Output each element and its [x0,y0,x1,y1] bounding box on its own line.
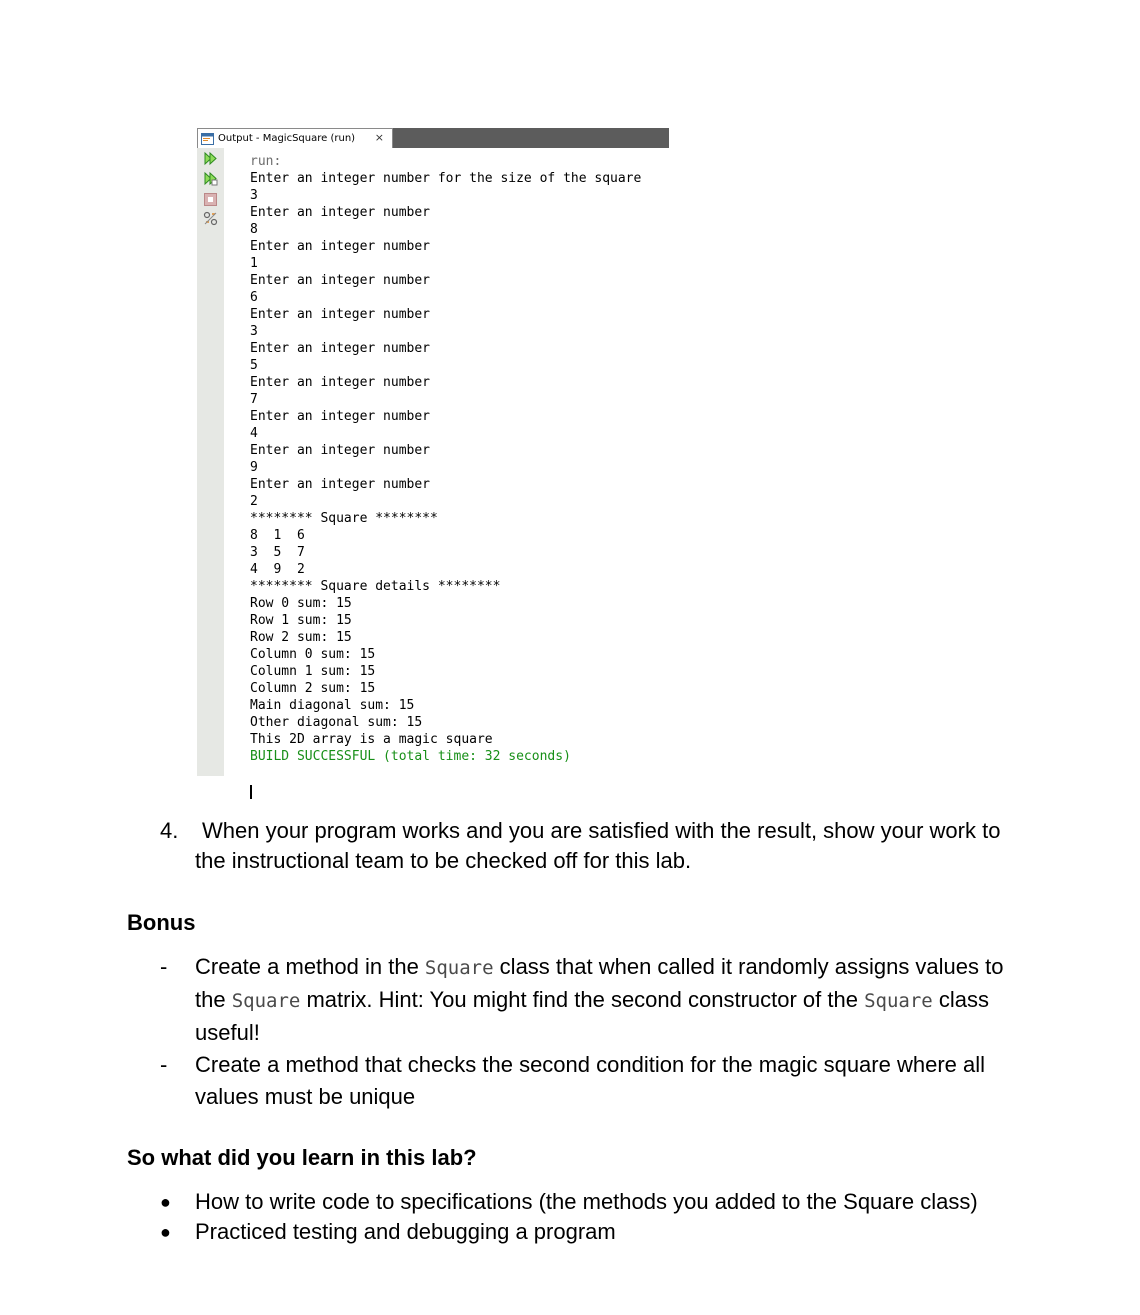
console-line: Enter an integer number [250,341,431,356]
console-line: 3 5 7 [250,545,305,560]
console-line: Other diagonal sum: 15 [250,715,423,730]
text-caret [250,785,252,799]
console-line: 2 [250,494,258,509]
console-line: 8 [250,222,258,237]
console-line: 3 [250,188,258,203]
rerun-with-args-icon[interactable] [203,171,218,186]
console-line: 5 [250,358,258,373]
console-line: 7 [250,392,258,407]
learned-item-2-text: Practiced testing and debugging a program [195,1219,616,1244]
console-line: Enter an integer number [250,273,431,288]
console-line: Row 0 sum: 15 [250,596,352,611]
console-line: 3 [250,324,258,339]
output-window-icon [201,133,214,145]
console-line: Enter an integer number [250,375,431,390]
output-window [197,128,669,776]
console-line: Row 1 sum: 15 [250,613,352,628]
rerun-icon[interactable] [203,151,218,166]
text-run: Create a method in the [195,954,425,979]
round-bullet: ● [160,1222,171,1242]
console-line: 4 9 2 [250,562,305,577]
round-bullet: ● [160,1192,171,1212]
console-line: Column 1 sum: 15 [250,664,376,679]
bonus-item-2-text: Create a method that checks the second condition for the magic square where all values must be unique [195,1052,986,1109]
console-line: 1 [250,256,258,271]
settings-icon[interactable] [203,211,218,226]
console-line: 9 [250,460,258,475]
step-text: When your program works and you are satisfied with the result, show your work to the instructional team to be checked off for this lab. [195,818,1001,873]
console-line: 6 [250,290,258,305]
text-run: class useful! [195,987,989,1045]
bonus-heading: Bonus [127,910,196,935]
console-line: Enter an integer number [250,239,431,254]
inline-code: Square [424,957,494,979]
output-tab-title: Output - MagicSquare (run) [218,133,356,144]
console-line: 4 [250,426,258,441]
console-line: Row 2 sum: 15 [250,630,352,645]
console-line: ******** Square details ******** [250,579,501,594]
console-line: run: [250,154,282,169]
console-line: Enter an integer number [250,205,431,220]
console-line: Enter an integer number for the size of the square [250,171,642,186]
console-line: Enter an integer number [250,477,431,492]
console-line: Enter an integer number [250,307,431,322]
console-lines [250,153,641,765]
dash-bullet: - [160,954,168,979]
inline-code: Square [864,990,933,1012]
tab-bar [197,128,669,148]
console-line: Enter an integer number [250,443,431,458]
step-number: 4. [160,818,179,843]
console-line: 8 1 6 [250,528,305,543]
learned-item-1-text: How to write code to specifications (the methods you added to the Square class) [195,1189,978,1214]
console-line: Main diagonal sum: 15 [250,698,415,713]
console-output[interactable] [224,148,669,776]
console-line: This 2D array is a magic square [250,732,493,747]
console-line: Column 2 sum: 15 [250,681,376,696]
output-tab[interactable] [197,128,393,148]
output-toolbar [197,148,225,776]
dash-bullet: - [160,1052,168,1077]
inline-code: Square [231,990,301,1012]
learned-heading: So what did you learn in this lab? [127,1145,477,1170]
text-run: matrix. Hint: You might find the second constructor of the [300,987,865,1012]
text-run: class that when called it randomly assigns values to the [195,954,1004,1012]
close-icon[interactable]: × [374,131,384,144]
console-line: BUILD SUCCESSFUL (total time: 32 seconds) [250,749,571,764]
console-line: Column 0 sum: 15 [250,647,376,662]
stop-icon[interactable] [203,192,218,207]
bonus-item-1-text [195,951,1035,1049]
console-line: ******** Square ******** [250,511,438,526]
console-line: Enter an integer number [250,409,431,424]
